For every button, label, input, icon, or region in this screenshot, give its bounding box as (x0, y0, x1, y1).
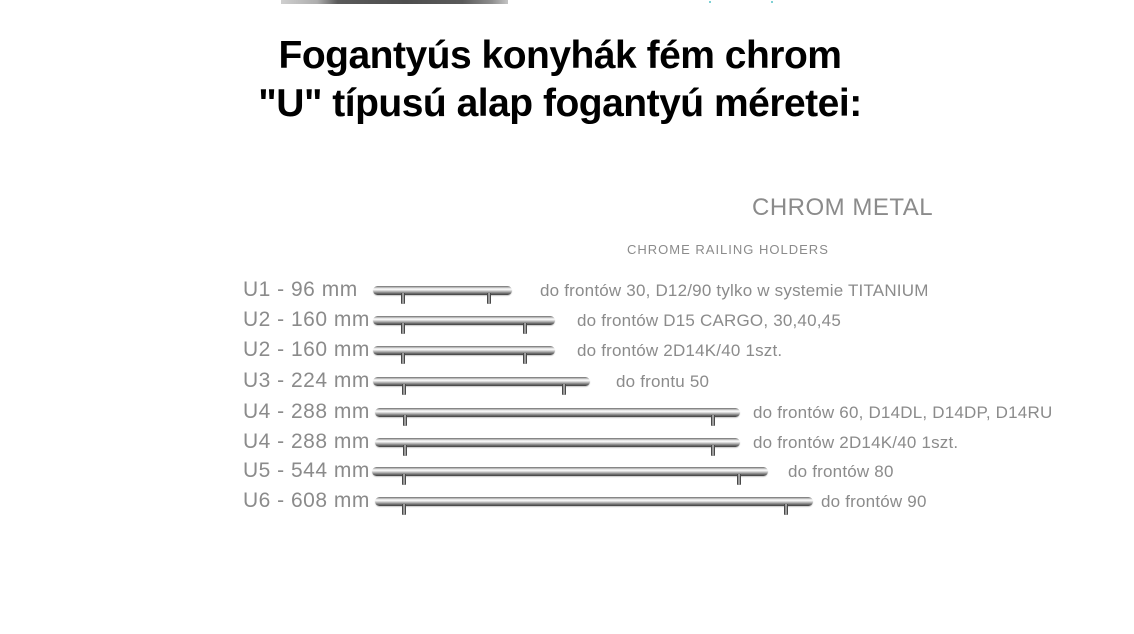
section-subheading: CHROME RAILING HOLDERS (627, 242, 829, 257)
handle-left-post (402, 474, 406, 485)
handle-row-u4-288b (0, 430, 1134, 463)
handle-bar-image (375, 438, 740, 447)
handle-row-u5-544 (0, 459, 1134, 492)
page-title-line1: Fogantyús konyhák fém chrom (278, 34, 842, 77)
handle-right-post (737, 474, 741, 485)
handle-left-post (403, 415, 407, 426)
handle-row-u1-96 (0, 278, 1134, 311)
handle-front-description: do frontów 90 (821, 492, 927, 511)
strip-speck (771, 1, 773, 3)
handle-row-u4-288 (0, 400, 1134, 433)
handle-size-label: U3 - 224 mm (243, 369, 370, 392)
handle-bar-image (375, 408, 740, 417)
handle-right-post (523, 353, 527, 364)
handle-size-label: U4 - 288 mm (243, 430, 370, 453)
handle-size-label: U2 - 160 mm (243, 338, 370, 361)
handle-right-post (711, 415, 715, 426)
handle-row-u6-608 (0, 489, 1134, 522)
handle-bar-image (375, 497, 813, 506)
section-heading: CHROM METAL (752, 194, 934, 221)
strip-speck (709, 1, 711, 3)
handle-front-description: do frontu 50 (616, 372, 710, 391)
handle-size-label: U2 - 160 mm (243, 308, 370, 331)
handle-row-u2-160b (0, 338, 1134, 371)
handle-left-post (401, 323, 405, 334)
handle-front-description: do frontów 2D14K/40 1szt. (753, 433, 959, 452)
handle-left-post (402, 504, 406, 515)
handle-right-post (487, 293, 491, 304)
handle-size-label: U4 - 288 mm (243, 400, 370, 423)
handle-left-post (402, 384, 406, 395)
handle-right-post (711, 445, 715, 456)
handle-left-post (403, 445, 407, 456)
page-title (0, 32, 1120, 128)
handle-right-post (562, 384, 566, 395)
handle-front-description: do frontów 2D14K/40 1szt. (577, 341, 783, 360)
handle-front-description: do frontów 60, D14DL, D14DP, D14RU (753, 403, 1053, 422)
handle-front-description: do frontów 30, D12/90 tylko w systemie TITANIUM (540, 281, 929, 300)
handle-row-u2-160 (0, 308, 1134, 341)
handle-right-post (784, 504, 788, 515)
handle-front-description: do frontów 80 (788, 462, 894, 481)
handle-row-u3-224 (0, 369, 1134, 402)
page-title-line2: "U" típusú alap fogantyú méretei: (258, 82, 862, 125)
handle-left-post (401, 353, 405, 364)
cropped-image-strip (281, 0, 508, 4)
handle-right-post (523, 323, 527, 334)
handle-size-label: U5 - 544 mm (243, 459, 370, 482)
handle-front-description: do frontów D15 CARGO, 30,40,45 (577, 311, 841, 330)
handle-bar-image (372, 467, 768, 476)
handle-bar-image (373, 286, 512, 295)
handle-left-post (401, 293, 405, 304)
handle-size-label: U6 - 608 mm (243, 489, 370, 512)
handle-size-label: U1 - 96 mm (243, 278, 358, 301)
